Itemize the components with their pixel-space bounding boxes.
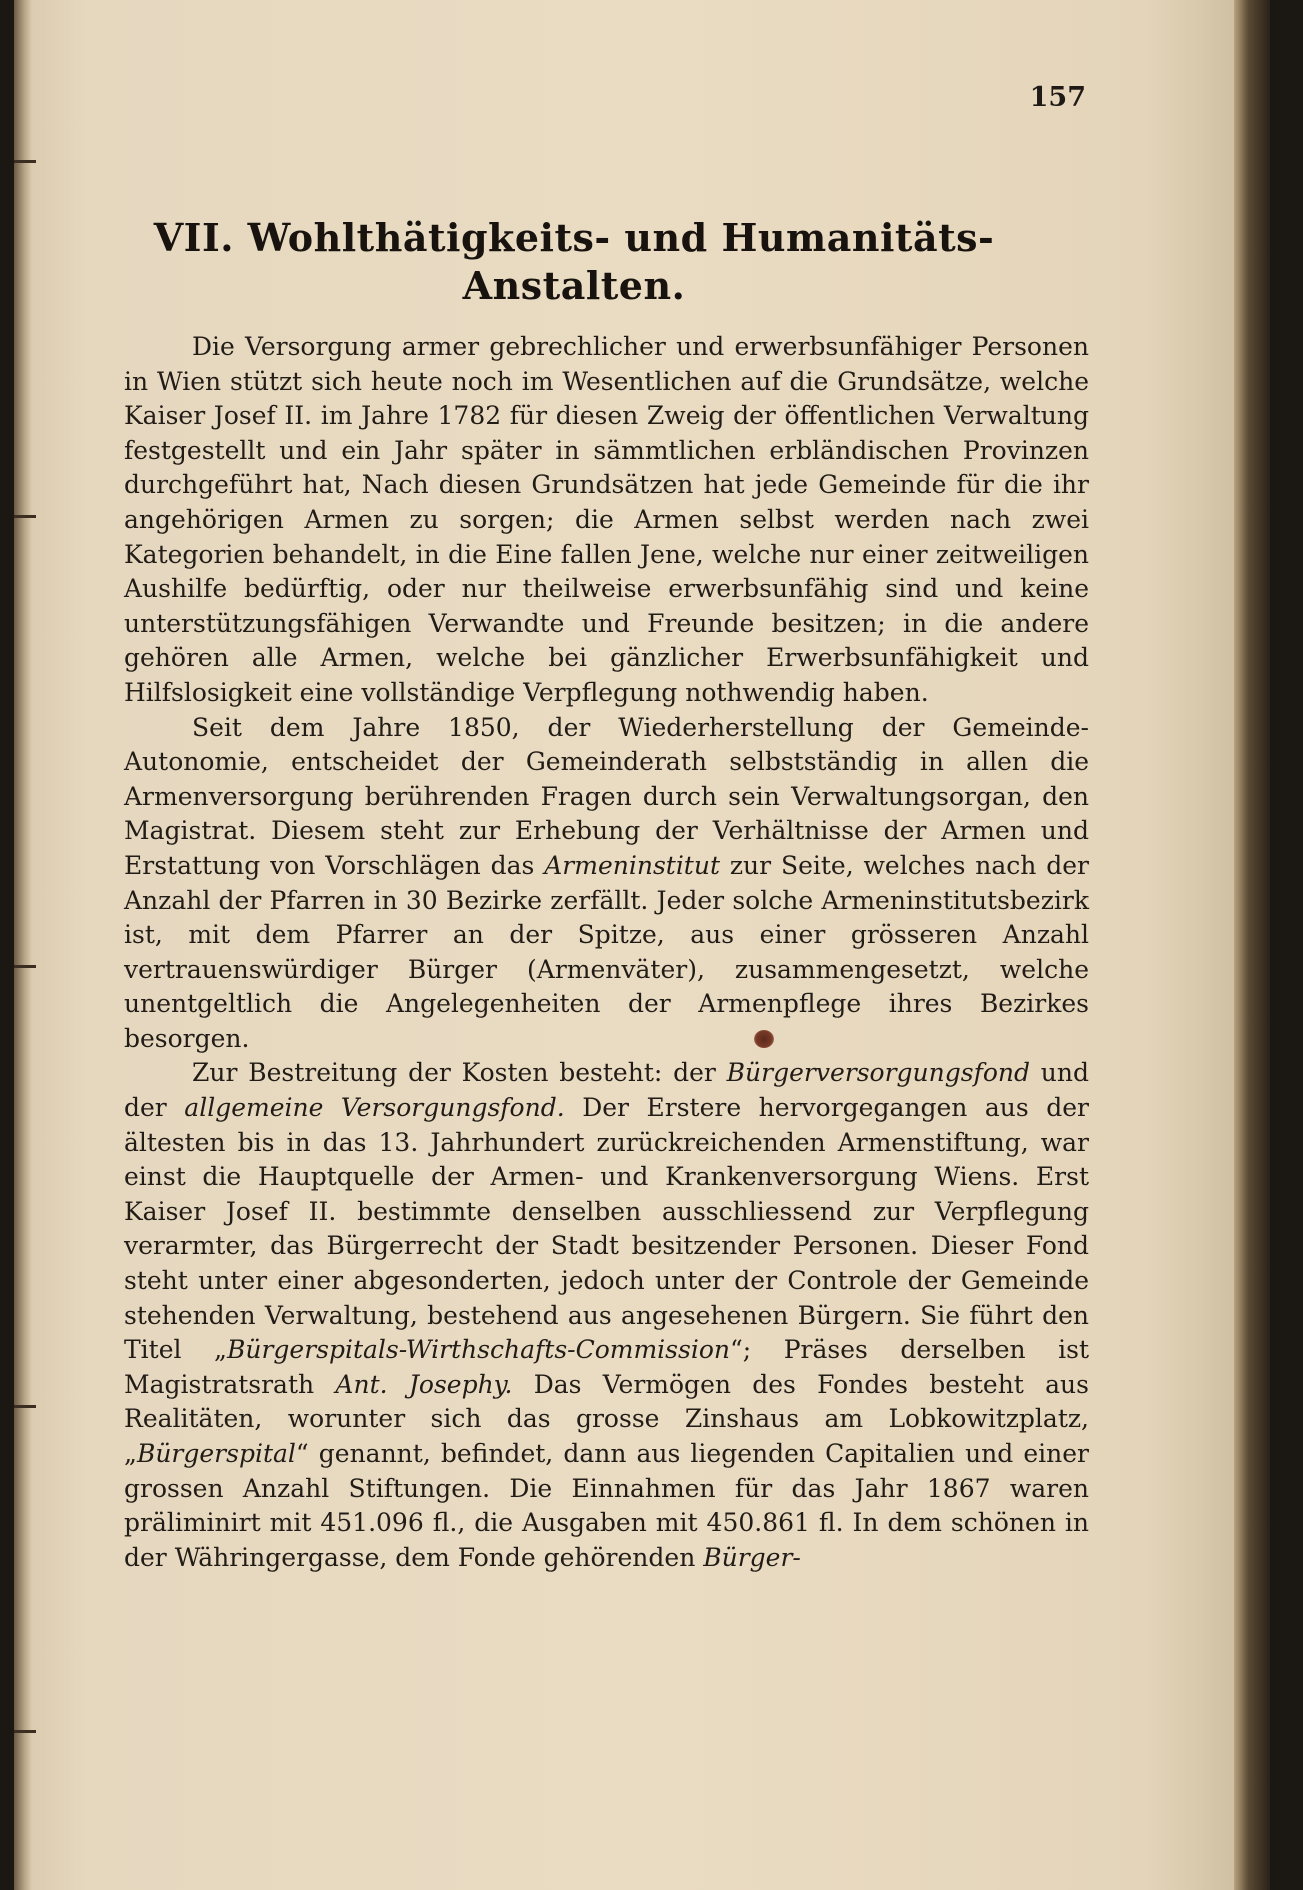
page-number: 157: [1029, 82, 1086, 113]
paragraph-2: [124, 711, 1089, 1057]
binding-stitch: [14, 160, 36, 163]
emphasis-armeninstitut: Armeninstitut: [544, 850, 721, 880]
chapter-title-line-2: Anstalten.: [462, 263, 686, 308]
emphasis-allgemeine-versorgungsfond: allgemeine Versorgungsfond.: [184, 1093, 565, 1123]
body-text: [124, 330, 1089, 1575]
text-run: Zur Bestreitung der Kosten besteht: der: [192, 1058, 727, 1088]
page-left-edge-shadow: [14, 0, 32, 1890]
text-run: Seit dem Jahre 1850, der Wiederherstellung der Gemeinde-Autonomie, entscheidet der Gemeinderath selbstständig in allen die Armenversorgung berührenden Fragen durch sein Verwaltungsorgan, den Magistrat. Diesem steht zur Erhebung der Verhältnisse der Armen und Erstattung von Vorschlägen das: [124, 712, 1089, 880]
book-spine-shadow: [1234, 0, 1270, 1890]
emphasis-commission-title: Bürgerspitals-Wirthschafts-Commission: [226, 1335, 730, 1365]
chapter-title-line-1: VII. Wohlthätigkeits- und Humanitäts-: [153, 215, 995, 260]
emphasis-buergerspital: Bürgerspital: [136, 1439, 296, 1468]
text-run: Das Vermögen des Fondes besteht aus Realitäten, worunter sich das grosse Zinshaus am Lobkowitzplatz, „: [124, 1369, 1089, 1468]
paragraph-3: [124, 1056, 1089, 1575]
text-run: zur Seite, welches nach der Anzahl der Pfarren in 30 Bezirke zerfällt. Jeder solche Armeninstitutsbezirk ist, mit dem Pfarrer an der Spitze, aus einer grösseren Anzahl vertrauenswürdiger Bürger (Armenväter), zusammengesetzt, welche unentgeltlich die Angelegenheiten der Armenpflege ihres Bezirkes besorgen.: [124, 850, 1090, 1053]
binding-stitch: [14, 965, 36, 968]
emphasis-josephy: Ant. Josephy.: [335, 1369, 513, 1399]
binding-stitch: [14, 1405, 36, 1408]
emphasis-buerger: Bürger-: [703, 1542, 801, 1572]
text-run: Der Erstere hervorgegangen aus der ältesten bis in das 13. Jahrhundert zurückreichenden Armenstiftung, war einst die Hauptquelle der Armen- und Krankenversorgung Wiens. Erst Kaiser Josef II. bestimmte denselben ausschliessend zur Verpflegung verarmter, das Bürgerrecht der Stadt besitzender Personen. Dieser Fond steht unter einer abgesonderten, jedoch unter der Controle der Gemeinde stehenden Verwaltung, bestehend aus angesehenen Bürgern. Sie führt den Titel „: [124, 1093, 1090, 1365]
paragraph-1: Die Versorgung armer gebrechlicher und erwerbsunfähiger Personen in Wien stützt sich heute noch im Wesentlichen auf die Grundsätze, welche Kaiser Josef II. im Jahre 1782 für diesen Zweig der öffentlichen Verwaltung festgestellt und ein Jahr später in sämmtlichen erbländischen Provinzen durchgeführt hat, Nach diesen Grundsätzen hat jede Gemeinde für die ihr angehörigen Armen zu sorgen; die Armen selbst werden nach zwei Kategorien behandelt, in die Eine fallen Jene, welche nur einer zeitweiligen Aushilfe bedürftig, oder nur theilweise erwerbsunfähig sind und keine unterstützungsfähigen Verwandte und Freunde besitzen; in die andere gehören alle Armen, welche bei gänzlicher Erwerbsunfähigkeit und Hilfslosigkeit eine vollständige Verpflegung nothwendig haben.: [124, 332, 1089, 707]
text-run: “; Präses derselben ist Magistratsrath: [124, 1335, 1089, 1399]
book-page: [14, 0, 1270, 1890]
emphasis-buergerversorgungsfond: Bürgerversorgungsfond: [726, 1058, 1030, 1088]
text-run: “ genannt, befindet, dann aus liegenden Capitalien und einer grossen Anzahl Stiftungen. Die Einnahmen für das Jahr 1867 waren präliminirt mit 451.096 fl., die Ausgaben mit 450.861 fl. In dem schönen in der Währingergasse, dem Fonde gehörenden: [124, 1439, 1089, 1572]
binding-stitch: [14, 1730, 36, 1733]
text-run: und der: [124, 1058, 1089, 1123]
binding-stitch: [14, 515, 36, 518]
ink-blot-stain: [754, 1030, 774, 1048]
chapter-title: [124, 214, 1024, 310]
